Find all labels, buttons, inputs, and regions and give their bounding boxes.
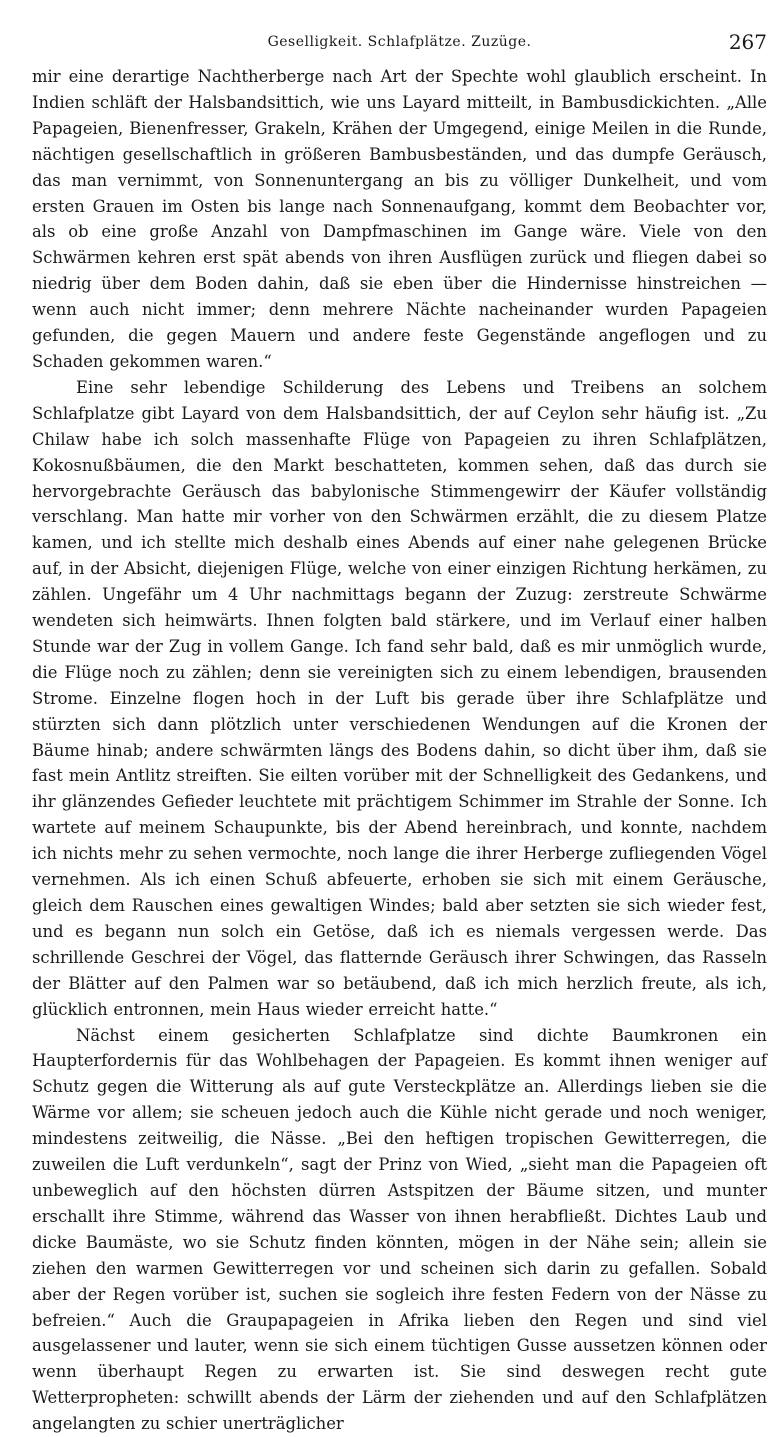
paragraph: Eine sehr lebendige Schilderung des Lebens und Treibens an solchem Schlafplatze gibt Layard von dem Halsbandsittich, der auf Ceylon sehr häufig ist. „Zu Chilaw habe ich solch massenhafte Flüge von Papageien zu ihren Schlafplätzen, Kokosnußbäumen, die den Markt beschatteten, kommen sehen, daß das durch sie hervorgebrachte Geräusch das babylonische Stimmengewirr der Käufer vollständig verschlang. Man hatte mir vorher von den Schwärmen erzählt, die zu diesem Platze kamen, und ich stellte mich deshalb eines Abends auf einer nahe gelegenen Brücke auf, in der Absicht, diejenigen Flüge, welche von einer einzigen Richtung herkämen, zu zählen. Ungefähr um 4 Uhr nachmittags begann der Zuzug: zerstreute Schwärme wendeten sich heimwärts. Ihnen folgten bald stärkere, und im Verlauf einer halben Stunde war der Zug in vollem Gange. Ich fand sehr bald, daß es mir unmöglich wurde, die Flüge noch zu zählen; denn sie vereinigten sich zu einem lebendigen, brausenden Strome. Einzelne flogen hoch in der Luft bis gerade über ihre Schlafplätze und stürzten sich dann plötzlich unter verschiedenen Wendungen auf die Kronen der Bäume hinab; andere schwärmten längs des Bodens dahin, so dicht über ihm, daß sie fast mein Antlitz streiften. Sie eilten vorüber mit der Schnelligkeit des Gedankens, und ihr glänzendes Gefieder leuchtete mit prächtigem Schimmer im Strahle der Sonne. Ich wartete auf meinem Schaupunkte, bis der Abend hereinbrach, und konnte, nachdem ich nichts mehr zu sehen vermochte, noch lange die ihrer Herberge zufliegenden Vögel vernehmen. Als ich einen Schuß abfeuerte, erhoben sie sich mit einem Geräusche, gleich dem Rauschen eines gewaltigen Windes; bald aber setzten sie sich wieder fest, und es begann nun solch ein Getöse, daß ich es niemals vergessen werde. Das schrillende Geschrei der Vögel, das flatternde Geräusch ihrer Schwingen, das Rasseln der Blätter auf den Palmen war so betäubend, daß ich mich herzlich freute, als ich, glücklich entronnen, mein Haus wieder erreicht hatte.“ [32,377,767,1019]
page-header [32,30,767,64]
running-head: Geselligkeit. Schlafplätze. Zuzüge. [267,34,532,50]
paragraph: mir eine derartige Nachtherberge nach Art der Spechte wohl glaublich erscheint. In Indien schläft der Halsbandsittich, wie uns Layard mitteilt, in Bambusdickichten. „Alle Papageien, Bienenfresser, Grakeln, Krähen der Umgegend, einige Meilen in die Runde, nächtigen gesellschaftlich in größeren Bambusbeständen, und das dumpfe Geräusch, das man vernimmt, von Sonnenuntergang an bis zu völliger Dunkelheit, und vom ersten Grauen im Osten bis lange nach Sonnenaufgang, kommt dem Beobachter vor, als ob eine große Anzahl von Dampfmaschinen im Gange wäre. Viele von den Schwärmen kehren erst spät abends von ihren Ausflügen zurück und fliegen dabei so niedrig über dem Boden dahin, daß sie eben über die Hindernisse hinstreichen — wenn auch nicht immer; denn mehrere Nächte nacheinander wurden Papageien gefunden, die gegen Mauern und andere feste Gegenstände angeflogen und zu Schaden gekommen waren.“ [32,67,767,371]
page-number: 267 [728,30,767,54]
book-page [32,30,767,1437]
body-text [32,64,767,1437]
paragraph: Nächst einem gesicherten Schlafplatze sind dichte Baumkronen ein Haupterfordernis für das Wohlbehagen der Papageien. Es kommt ihnen weniger auf Schutz gegen die Witterung als auf gute Versteckplätze an. Allerdings lieben sie die Wärme vor allem; sie scheuen jedoch auch die Kühle nicht gerade und noch weniger, mindestens zeitweilig, die Nässe. „Bei den heftigen tropischen Gewitterregen, die zuweilen die Luft verdunkeln“, sagt der Prinz von Wied, „sieht man die Papageien oft unbeweglich auf den höchsten dürren Astspitzen der Bäume sitzen, und munter erschallt ihre Stimme, während das Wasser von ihnen herabfließt. Dichtes Laub und dicke Baumäste, wo sie Schutz finden könnten, mögen in der Nähe sein; allein sie ziehen den warmen Gewitterregen vor und scheinen sich darin zu gefallen. Sobald aber der Regen vorüber ist, suchen sie sogleich ihre festen Federn von der Nässe zu befreien.“ Auch die Graupapageien in Afrika lieben den Regen und sind viel ausgelassener und lauter, wenn sie sich einem tüchtigen Gusse aussetzen können oder wenn überhaupt Regen zu erwarten ist. Sie sind deswegen recht gute Wetterpropheten: schwillt abends der Lärm der ziehenden und auf den Schlafplätzen angelangten zu schier unerträglicher [32,1025,767,1434]
